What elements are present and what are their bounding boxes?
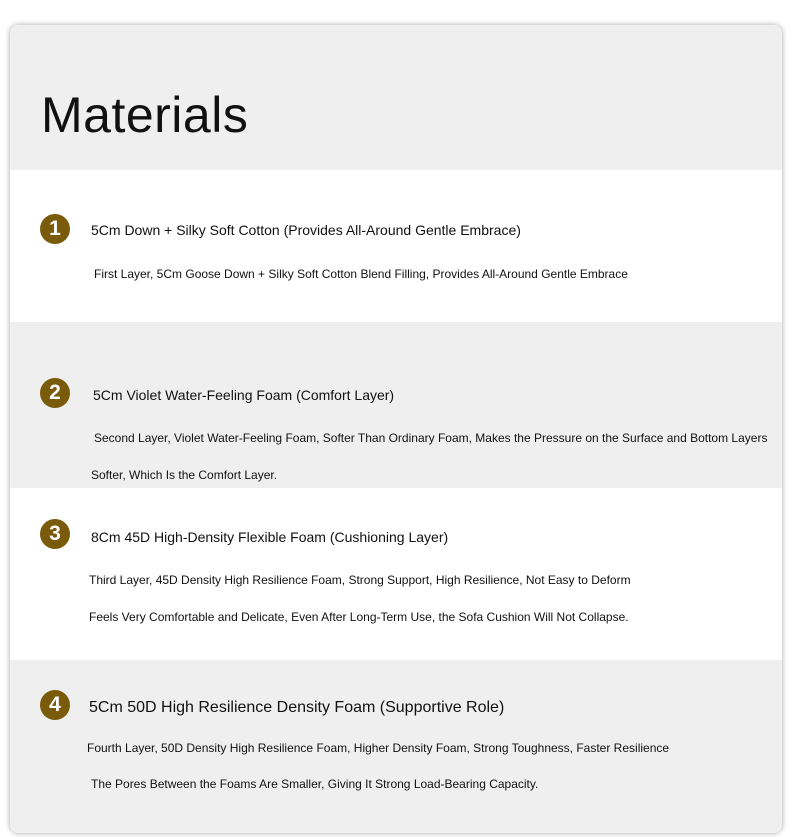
number-badge-3: 3 xyxy=(40,519,70,549)
header-band xyxy=(10,25,782,170)
material-item-3 xyxy=(10,488,782,660)
item-desc-3-line-2: Feels Very Comfortable and Delicate, Even After Long-Term Use, the Sofa Cushion Will Not Collapse. xyxy=(89,610,629,624)
material-item-4 xyxy=(10,660,782,833)
item-desc-2-line-2: Softer, Which Is the Comfort Layer. xyxy=(91,468,278,482)
item-desc-3-line-1: Third Layer, 45D Density High Resilience Foam, Strong Support, High Resilience, Not Easy to Deform xyxy=(89,573,631,587)
number-badge-2: 2 xyxy=(40,378,70,408)
item-heading-3: 8Cm 45D High-Density Flexible Foam (Cushioning Layer) xyxy=(91,529,449,545)
materials-card xyxy=(10,25,782,833)
material-item-2 xyxy=(10,322,782,488)
item-desc-1-line-1: First Layer, 5Cm Goose Down + Silky Soft Cotton Blend Filling, Provides All-Around Gentle Embrace xyxy=(94,267,628,281)
number-badge-1: 1 xyxy=(40,214,70,244)
item-heading-1: 5Cm Down + Silky Soft Cotton (Provides All-Around Gentle Embrace) xyxy=(91,222,521,238)
material-item-1 xyxy=(10,170,782,322)
page-title: Materials xyxy=(41,87,249,143)
item-heading-2: 5Cm Violet Water-Feeling Foam (Comfort Layer) xyxy=(93,387,395,403)
item-desc-4-line-2: The Pores Between the Foams Are Smaller, Giving It Strong Load-Bearing Capacity. xyxy=(91,777,539,791)
number-badge-4: 4 xyxy=(40,690,70,720)
item-desc-2-line-1: Second Layer, Violet Water-Feeling Foam, Softer Than Ordinary Foam, Makes the Pressure on the Surface and Bottom Layers xyxy=(94,431,768,445)
item-desc-4-line-1: Fourth Layer, 50D Density High Resilience Foam, Higher Density Foam, Strong Toughness, Faster Resilience xyxy=(87,741,670,755)
item-heading-4: 5Cm 50D High Resilience Density Foam (Supportive Role) xyxy=(89,699,505,716)
